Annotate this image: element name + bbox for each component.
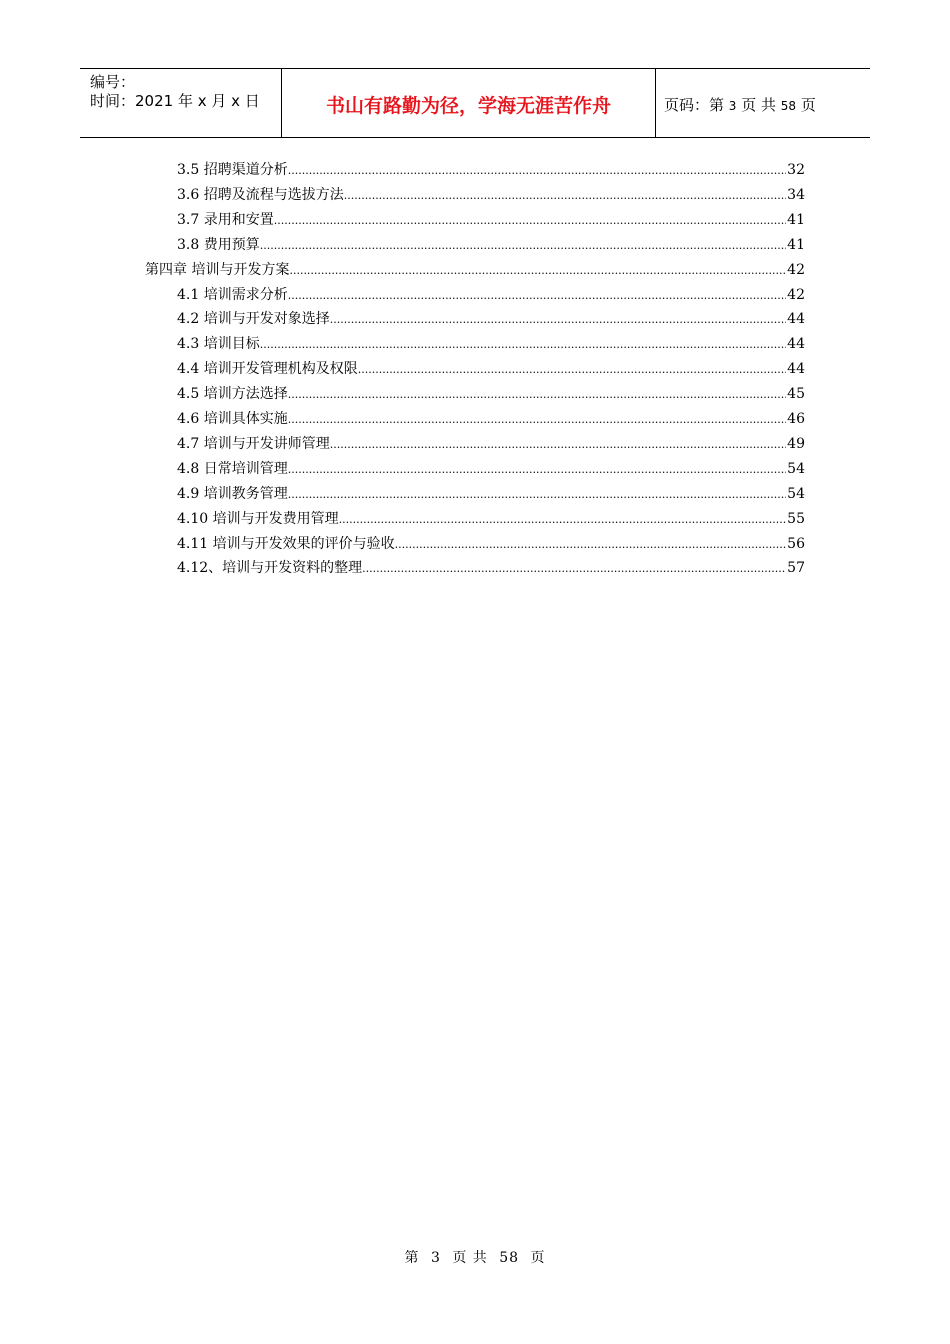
toc-entry-label: 3.7 录用和安置 <box>177 211 274 228</box>
page-suffix: 页 <box>800 96 816 114</box>
toc-entry-page: 54 <box>787 485 805 502</box>
page-prefix: 页码：第 <box>664 96 725 114</box>
toc-entry-page: 56 <box>787 535 805 552</box>
toc-dot-leader <box>288 283 786 308</box>
toc-entry-label: 4.7 培训与开发讲师管理 <box>177 435 330 452</box>
toc-entry-label: 4.4 培训开发管理机构及权限 <box>177 361 358 378</box>
toc-entry-label: 第四章 培训与开发方案 <box>145 261 290 278</box>
time-value: 2021 年 x 月 x 日 <box>135 92 260 110</box>
toc-dot-leader <box>344 183 786 208</box>
page-number: 3 <box>728 99 737 113</box>
toc-dot-leader <box>362 556 786 581</box>
toc-entry-page: 54 <box>787 460 805 477</box>
document-number-label: 编号： <box>90 73 136 91</box>
toc-entry[interactable] <box>177 432 805 457</box>
header-motto: 书山有路勤为径，学海无涯苦作舟 <box>325 95 611 117</box>
toc-dot-leader <box>288 457 786 482</box>
toc-dot-leader <box>330 432 786 457</box>
toc-entry-page: 49 <box>787 435 805 452</box>
toc-dot-leader <box>288 482 786 507</box>
toc-dot-leader <box>260 332 786 357</box>
toc-entry[interactable] <box>177 283 805 308</box>
toc-entry[interactable] <box>177 407 805 432</box>
footer-suffix: 页 <box>530 1250 546 1266</box>
toc-dot-leader <box>274 208 786 233</box>
toc-entry[interactable] <box>177 357 805 382</box>
toc-entry-page: 42 <box>787 261 805 278</box>
toc-dot-leader <box>330 307 786 332</box>
toc-entry-label: 4.11 培训与开发效果的评价与验收 <box>177 535 395 552</box>
toc-entry-label: 4.3 培训目标 <box>177 336 260 353</box>
toc-dot-leader <box>339 507 787 532</box>
toc-entry-label: 4.1 培训需求分析 <box>177 286 288 303</box>
toc-entry-page: 55 <box>787 510 805 527</box>
toc-entry-label: 4.6 培训具体实施 <box>177 411 288 427</box>
document-time <box>90 90 260 111</box>
toc-entry[interactable] <box>177 482 805 507</box>
time-label: 时间： <box>90 92 136 110</box>
toc-entry-page: 45 <box>787 386 805 403</box>
page-footer <box>0 1247 950 1267</box>
toc-entry-label: 3.6 招聘及流程与选拔方法 <box>177 186 344 203</box>
toc-entry-label: 3.5 招聘渠道分析 <box>177 162 288 178</box>
toc-entry-label: 4.12、培训与开发资料的整理 <box>177 560 363 577</box>
toc-dot-leader <box>395 532 787 557</box>
toc-entry-page: 41 <box>787 236 805 253</box>
toc-dot-leader <box>358 357 786 382</box>
toc-dot-leader <box>288 382 786 407</box>
toc-dot-leader <box>288 158 786 183</box>
toc-dot-leader <box>289 258 786 283</box>
toc-entry[interactable] <box>177 382 805 407</box>
toc-entry-page: 41 <box>787 211 805 228</box>
header-middle-cell <box>281 69 656 137</box>
toc-entry-label: 4.8 日常培训管理 <box>177 460 288 477</box>
toc-entry-label: 4.9 培训教务管理 <box>177 485 288 502</box>
footer-mid: 页 共 <box>452 1250 488 1266</box>
header-page-info <box>664 94 816 115</box>
toc-entry-page: 32 <box>787 162 805 178</box>
footer-total: 58 <box>499 1250 520 1266</box>
toc-entry-label: 4.5 培训方法选择 <box>177 386 288 403</box>
toc-entry[interactable] <box>177 158 805 183</box>
toc-entry[interactable] <box>177 507 805 532</box>
page-mid: 页 共 <box>741 96 776 114</box>
page-total: 58 <box>780 99 797 113</box>
toc-entry[interactable] <box>177 457 805 482</box>
header-right-cell <box>655 69 870 137</box>
toc-entry-page: 44 <box>787 361 805 378</box>
toc-entry-page: 44 <box>787 311 805 328</box>
footer-page-number: 3 <box>430 1250 441 1266</box>
toc-entry[interactable] <box>177 307 805 332</box>
toc-entry[interactable] <box>177 208 805 233</box>
toc-entry-page: 34 <box>787 186 805 203</box>
toc-entry[interactable] <box>177 332 805 357</box>
toc-entry-page: 44 <box>787 336 805 353</box>
header-left-cell <box>80 69 281 137</box>
toc-entry[interactable] <box>145 258 805 283</box>
page-header <box>80 68 870 138</box>
toc-entry[interactable] <box>177 532 805 557</box>
toc-entry-page: 46 <box>787 411 805 427</box>
toc-dot-leader <box>288 407 786 432</box>
toc-entry[interactable] <box>177 556 805 581</box>
toc-entry-label: 4.2 培训与开发对象选择 <box>177 311 330 328</box>
toc-dot-leader <box>260 233 786 258</box>
toc-entry-label: 4.10 培训与开发费用管理 <box>177 510 339 527</box>
toc-entry[interactable] <box>177 233 805 258</box>
toc-entry-label: 3.8 费用预算 <box>177 236 260 253</box>
toc-entry-page: 57 <box>787 560 805 577</box>
toc-entry[interactable] <box>177 183 805 208</box>
toc-entry-page: 42 <box>787 286 805 303</box>
footer-prefix: 第 <box>404 1250 420 1266</box>
